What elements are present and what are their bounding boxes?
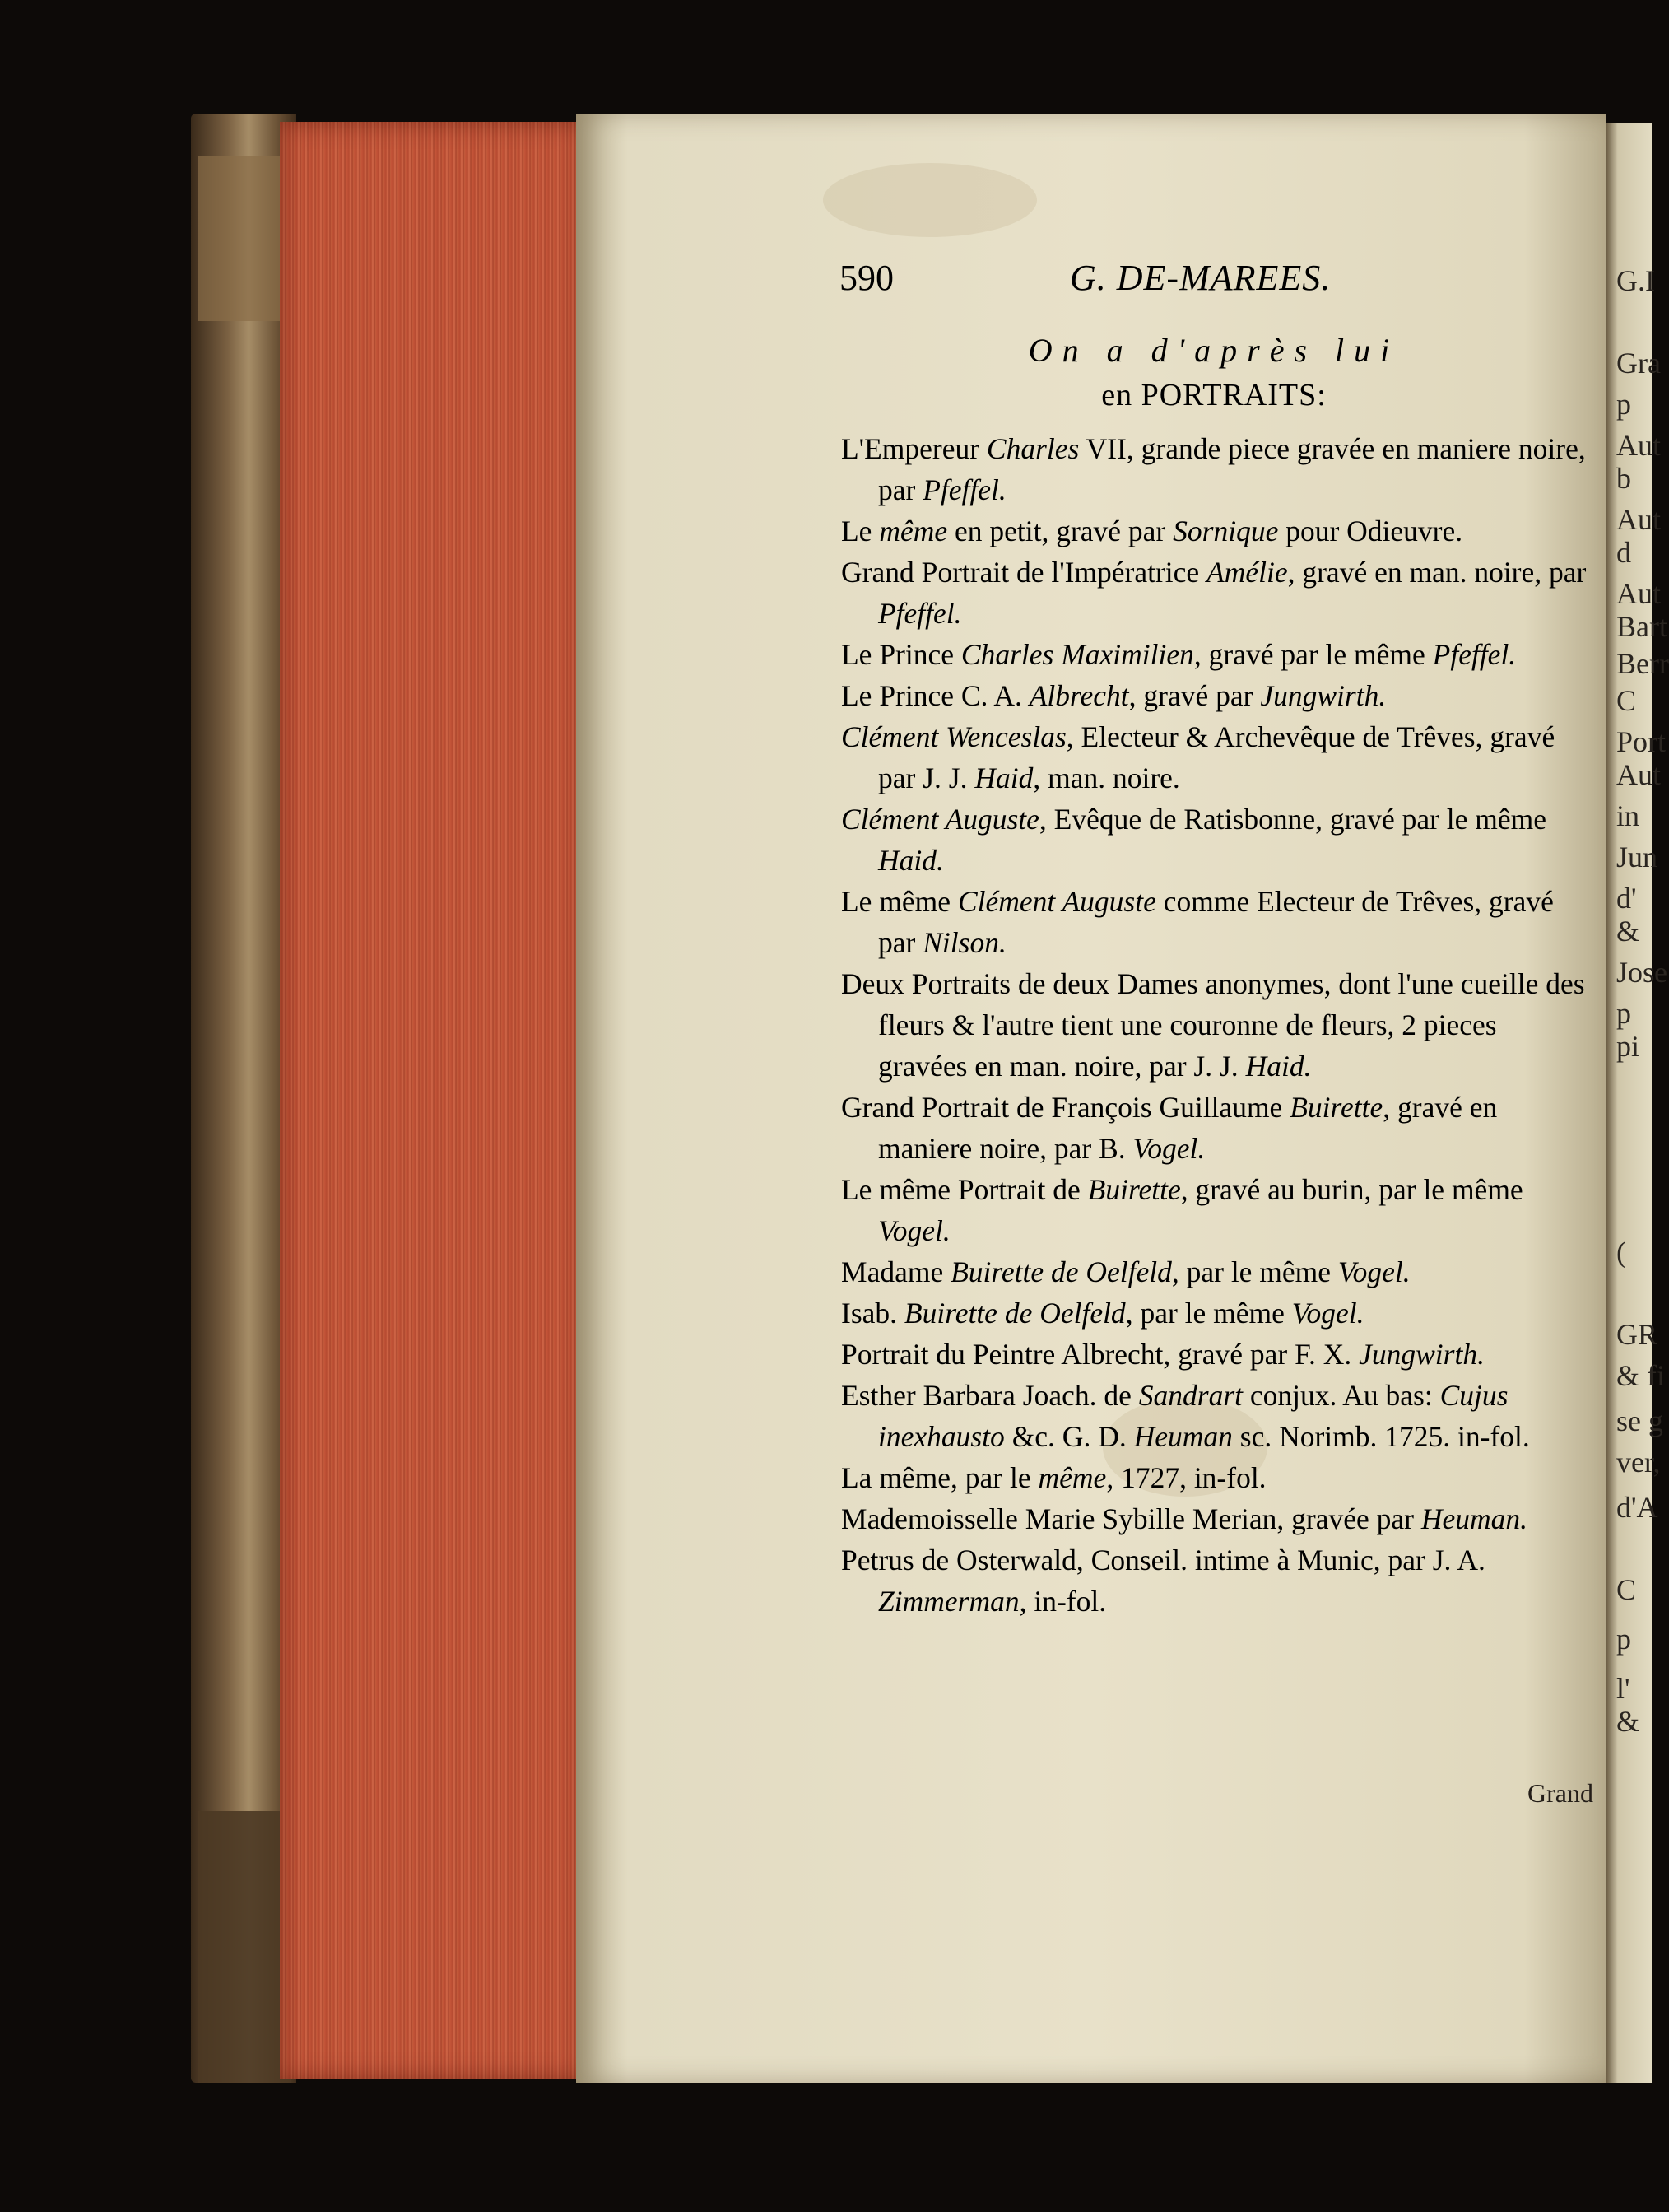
- portrait-entry: [841, 552, 1590, 634]
- entry-text: Le Prince: [841, 638, 961, 671]
- entry-text: Le même: [841, 885, 958, 918]
- portrait-entry: [841, 963, 1590, 1087]
- portrait-entry: [841, 1375, 1590, 1457]
- running-title: G. DE-MAREES.: [1070, 258, 1332, 298]
- entry-italic-text: Clément Auguste: [841, 803, 1039, 836]
- paper-stain: [823, 163, 1037, 237]
- entry-text: , gravé en maniere noire, par B.: [878, 1091, 1498, 1165]
- facing-page-fragment: C: [1616, 1573, 1637, 1606]
- facing-page-fragment: &: [1616, 915, 1640, 948]
- red-page-edges: [280, 122, 586, 2079]
- portrait-entry: [841, 634, 1590, 675]
- facing-page-fragment: Bart: [1616, 610, 1667, 643]
- page-number: 590: [839, 258, 894, 298]
- facing-page-fragment: C: [1616, 684, 1637, 717]
- entry-text: Isab.: [841, 1297, 904, 1330]
- spine-band: [198, 156, 290, 321]
- entry-text: , par le même: [1125, 1297, 1292, 1330]
- portrait-entry: [841, 428, 1590, 510]
- facing-page-edge: [1606, 123, 1669, 2083]
- entry-italic-text: Buirette: [1290, 1091, 1383, 1124]
- facing-page-fragment: ver,: [1616, 1446, 1661, 1479]
- entry-text: La même, par le: [841, 1461, 1039, 1494]
- facing-page-fragment: p: [1616, 997, 1631, 1030]
- facing-page-fragment: p: [1616, 1623, 1631, 1656]
- entry-text: Grand Portrait de l'Impératrice: [841, 556, 1207, 589]
- entry-italic-text: Pfeffel.: [1432, 638, 1517, 671]
- facing-page-fragment: G.I: [1616, 264, 1655, 297]
- entry-text: Petrus de Osterwald, Conseil. intime à Munic, par J. A.: [841, 1544, 1485, 1576]
- facing-page-fragment: &: [1616, 1705, 1640, 1738]
- entry-italic-text: Buirette: [1087, 1173, 1181, 1206]
- entry-text: VII, grande piece gravée en maniere noire, par: [878, 432, 1586, 506]
- entry-italic-text: Zimmerman: [878, 1585, 1020, 1618]
- entry-text: conjux. Au bas:: [1243, 1379, 1440, 1412]
- entry-text: , man. noire.: [1033, 761, 1180, 794]
- facing-page-fragment: pi: [1616, 1030, 1640, 1063]
- facing-page-fragment: d'A: [1616, 1491, 1658, 1524]
- entry-text: pour Odieuvre.: [1278, 515, 1463, 547]
- facing-page-fragment: GR: [1616, 1318, 1658, 1351]
- portrait-entry: [841, 1169, 1590, 1251]
- portrait-entry: [841, 1539, 1590, 1622]
- entry-italic-text: Pfeffel.: [878, 597, 962, 630]
- entry-text: , gravé en man. noire, par: [1287, 556, 1587, 589]
- entry-italic-text: Vogel.: [1132, 1132, 1206, 1165]
- entry-text: , in-fol.: [1019, 1585, 1107, 1618]
- entry-text: Madame: [841, 1255, 951, 1288]
- portrait-list: [841, 428, 1590, 1622]
- portrait-entry: [841, 881, 1590, 963]
- entry-text: , par le même: [1171, 1255, 1338, 1288]
- entry-text: Mademoisselle Marie Sybille Merian, gravée par: [841, 1502, 1421, 1535]
- spine-band: [198, 1811, 290, 2083]
- facing-page-fragment: b: [1616, 462, 1631, 495]
- facing-page-fragment: in: [1616, 799, 1640, 832]
- entry-text: , gravé au burin, par le même: [1180, 1173, 1523, 1206]
- entry-italic-text: Cujus inexhausto: [878, 1379, 1509, 1453]
- entry-italic-text: Jungwirth.: [1359, 1338, 1485, 1371]
- entry-text: Grand Portrait de François Guillaume: [841, 1091, 1290, 1124]
- entry-italic-text: Albrecht: [1029, 679, 1129, 712]
- portrait-entry: [841, 1457, 1590, 1498]
- facing-page-fragment: Port: [1616, 725, 1667, 758]
- facing-page-fragment: Gra: [1616, 347, 1661, 380]
- entry-italic-text: même: [1038, 1461, 1107, 1494]
- portrait-entry: [841, 716, 1590, 799]
- entry-italic-text: Haid: [974, 761, 1034, 794]
- section-subheading-portraits: en PORTRAITS:: [1101, 378, 1327, 412]
- entry-italic-text: Nilson.: [923, 926, 1007, 959]
- portrait-entry: [841, 799, 1590, 881]
- entry-italic-text: Haid.: [878, 844, 944, 877]
- entry-text: , gravé par: [1128, 679, 1261, 712]
- facing-page-fragment: Aut: [1616, 503, 1661, 536]
- facing-page-fragment: Jun: [1616, 841, 1658, 873]
- entry-italic-text: Charles: [986, 432, 1080, 465]
- entry-text: , 1727, in-fol.: [1106, 1461, 1267, 1494]
- entry-italic-text: Charles Maximilien: [960, 638, 1194, 671]
- entry-text: , gravé par le même: [1193, 638, 1433, 671]
- entry-italic-text: même: [879, 515, 948, 547]
- entry-italic-text: Pfeffel.: [923, 473, 1007, 506]
- entry-text: &c. G. D.: [1004, 1420, 1134, 1453]
- facing-page-fragment: d': [1616, 882, 1637, 915]
- entry-italic-text: Heuman: [1133, 1420, 1233, 1453]
- entry-italic-text: Clément Wenceslas: [841, 720, 1067, 753]
- portrait-entry: [841, 1334, 1590, 1375]
- section-subheading: On a d'après lui: [1028, 332, 1400, 369]
- entry-italic-text: Buirette de Oelfeld: [904, 1297, 1126, 1330]
- entry-italic-text: Jungwirth.: [1260, 679, 1387, 712]
- portrait-entry: [841, 1087, 1590, 1169]
- facing-page-fragment: Aut: [1616, 758, 1661, 791]
- facing-page-fragment: se g: [1616, 1404, 1663, 1437]
- facing-page-fragment: & fi: [1616, 1359, 1665, 1392]
- facing-page-fragment: (: [1616, 1236, 1626, 1269]
- entry-italic-text: Amélie: [1206, 556, 1288, 589]
- entry-italic-text: Sornique: [1173, 515, 1279, 547]
- facing-page-fragment: Berr: [1616, 647, 1669, 680]
- entry-text: , Evêque de Ratisbonne, gravé par le même: [1039, 803, 1547, 836]
- entry-text: Deux Portraits de deux Dames anonymes, dont l'une cueille des fleurs & l'autre tient une couronne de fleurs, 2 pieces gravées en man. noire, par J. J.: [841, 967, 1585, 1083]
- entry-text: Esther Barbara Joach. de: [841, 1379, 1139, 1412]
- facing-page-fragment: Aut: [1616, 577, 1661, 610]
- entry-italic-text: Haid.: [1245, 1050, 1312, 1083]
- entry-italic-text: Vogel.: [1337, 1255, 1411, 1288]
- facing-page-fragment: d: [1616, 536, 1631, 569]
- entry-italic-text: Clément Auguste: [957, 885, 1156, 918]
- facing-page-fragment: Aut: [1616, 429, 1661, 462]
- entry-text: Le même Portrait de: [841, 1173, 1088, 1206]
- entry-italic-text: Vogel.: [878, 1214, 951, 1247]
- entry-italic-text: Sandrart: [1138, 1379, 1243, 1412]
- portrait-entry: [841, 1292, 1590, 1334]
- portrait-entry: [841, 1498, 1590, 1539]
- portrait-entry: [841, 675, 1590, 716]
- entry-italic-text: Buirette de Oelfeld: [951, 1255, 1172, 1288]
- running-head: [839, 257, 1440, 306]
- entry-text: Le Prince C. A.: [841, 679, 1030, 712]
- entry-text: L'Empereur: [841, 432, 987, 465]
- entry-text: Portrait du Peintre Albrecht, gravé par F. X.: [841, 1338, 1360, 1371]
- entry-italic-text: Heuman.: [1420, 1502, 1527, 1535]
- facing-page-fragment: p: [1616, 388, 1631, 421]
- entry-text: , Electeur & Archevêque de Trêves, gravé par J. J.: [878, 720, 1555, 794]
- entry-text: sc. Norimb. 1725. in-fol.: [1232, 1420, 1530, 1453]
- entry-text: en petit, gravé par: [947, 515, 1174, 547]
- facing-page-fragment: l': [1616, 1672, 1630, 1705]
- entry-text: comme Electeur de Trêves, gravé par: [878, 885, 1554, 959]
- facing-page-fragment: Jose: [1616, 956, 1667, 989]
- entry-italic-text: Vogel.: [1291, 1297, 1364, 1330]
- portrait-entry: [841, 1251, 1590, 1292]
- catchword: Grand: [1527, 1778, 1593, 1808]
- entry-text: Le: [841, 515, 880, 547]
- portrait-entry: [841, 510, 1590, 552]
